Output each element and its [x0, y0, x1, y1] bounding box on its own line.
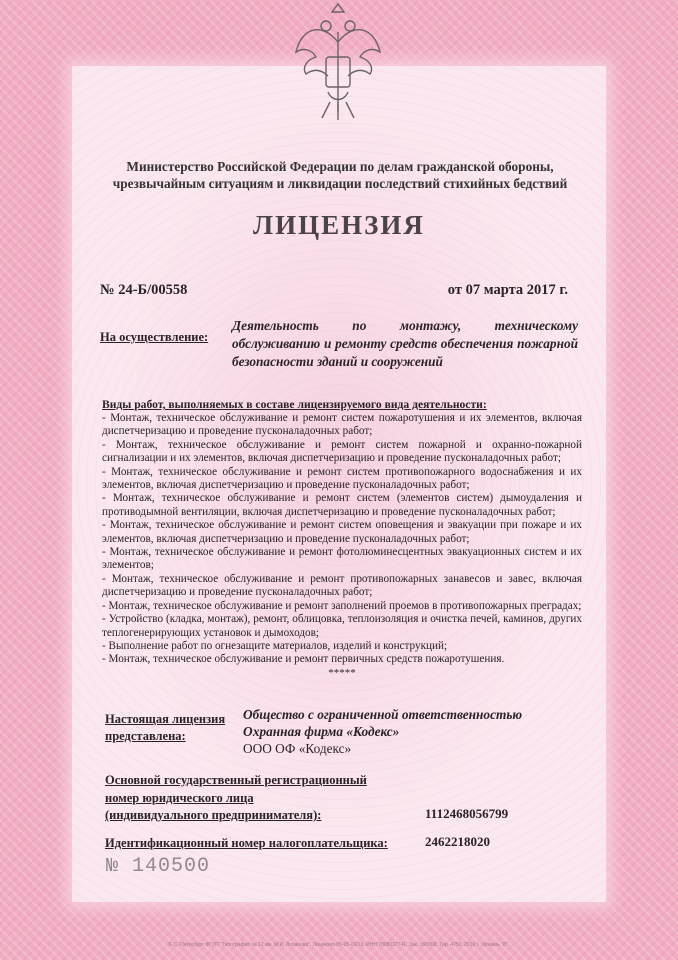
license-number: № 24-Б/00558 — [100, 282, 188, 298]
ogrn-label — [105, 772, 367, 825]
license-date: от 07 марта 2017 г. — [447, 282, 568, 298]
printer-imprint: © С.-Петербург ФГУП "Типография № 12 им. М.И. Лоханова". Лицензия 05-05-09/19. ИНН 7808037741. Зак. 160368. Тир. 4750. 2016 г. Уровень "Б". — [168, 942, 510, 948]
issued-label-line-2: представлена: — [105, 729, 186, 743]
work-item: - Монтаж, техническое обслуживание и ремонт систем противопожарного водоснабжения и их элементов, включая диспетчеризацию и проведение пусконаладочных работ; — [102, 465, 582, 492]
work-item: - Монтаж, техническое обслуживание и ремонт фотолюминесцентных эвакуационных систем и их элементов; — [102, 546, 582, 572]
issuing-authority — [70, 158, 610, 192]
works-heading: Виды работ, выполняемых в составе лицензируемого вида деятельности: — [102, 398, 487, 411]
separator-stars: ***** — [328, 666, 356, 679]
double-headed-eagle-emblem-icon — [292, 2, 384, 122]
ministry-line-1: Министерство Российской Федерации по делам гражданской обороны, — [126, 159, 554, 174]
issued-label-line-1: Настоящая лицензия — [105, 712, 226, 726]
works-section — [102, 398, 582, 680]
ogrn-label-line-3: (индивидуального предпринимателя): — [105, 808, 322, 822]
document-title: ЛИЦЕНЗИЯ — [253, 210, 425, 240]
work-item: - Монтаж, техническое обслуживание и ремонт первичных средств пожаротушения. — [102, 653, 505, 666]
company-full-name-line-1: Общество с ограниченной ответственностью — [243, 707, 523, 722]
work-item: - Монтаж, техническое обслуживание и ремонт систем оповещения и эвакуации при пожаре и их элементов, включая диспетчеризацию и проведение пусконаладочных работ; — [102, 519, 582, 545]
work-item: - Выполнение работ по огнезащите материалов, изделий и конструкций; — [102, 639, 448, 652]
work-item: - Устройство (кладка, монтаж), ремонт, облицовка, теплоизоляция и очистка печей, каминов, других теплогенерирующих установок и дымоходов; — [102, 613, 582, 639]
form-serial-number: № 140500 — [106, 855, 211, 878]
ministry-line-2: чрезвычайным ситуациям и ликвидации последствий стихийных бедствий — [112, 176, 568, 191]
work-item: - Монтаж, техническое обслуживание и ремонт систем пожаротушения и их элементов, включая диспетчеризацию и проведение пусконаладочных работ; — [102, 412, 582, 438]
works-list — [102, 412, 582, 667]
work-item: - Монтаж, техническое обслуживание и ремонт противопожарных занавесов и завес, включая диспетчеризацию и проведение пусконаладочных работ; — [102, 572, 582, 599]
inn-label: Идентификационный номер налогоплательщика: — [105, 836, 388, 850]
activity-label: На осуществление: — [100, 330, 209, 344]
company-short-name: ООО ОФ «Кодекс» — [243, 741, 352, 756]
activity-description: Деятельность по монтажу, техническому обслуживанию и ремонту средств обеспечения пожарной безопасности зданий и сооружений — [232, 318, 578, 369]
work-item: - Монтаж, техническое обслуживание и ремонт систем пожарной и охранно-пожарной сигнализации и их элементов, включая диспетчеризацию и проведение пусконаладочных работ; — [102, 438, 582, 465]
issued-to-label — [105, 711, 225, 745]
ogrn-label-line-2: номер юридического лица — [105, 790, 254, 805]
ogrn-label-line-1: Основной государственный регистрационный — [105, 773, 367, 787]
licensee-name — [243, 706, 522, 757]
company-full-name-line-2: Охранная фирма «Кодекс» — [243, 724, 400, 739]
ogrn-value: 1112468056799 — [425, 806, 509, 821]
inn-value: 2462218020 — [425, 834, 490, 849]
work-item: - Монтаж, техническое обслуживание и ремонт систем (элементов систем) дымоудаления и противодымной вентиляции, включая диспетчеризацию и проведение пусконаладочных работ; — [102, 492, 582, 518]
work-item: - Монтаж, техническое обслуживание и ремонт заполнений проемов в противопожарных преградах; — [102, 599, 582, 612]
